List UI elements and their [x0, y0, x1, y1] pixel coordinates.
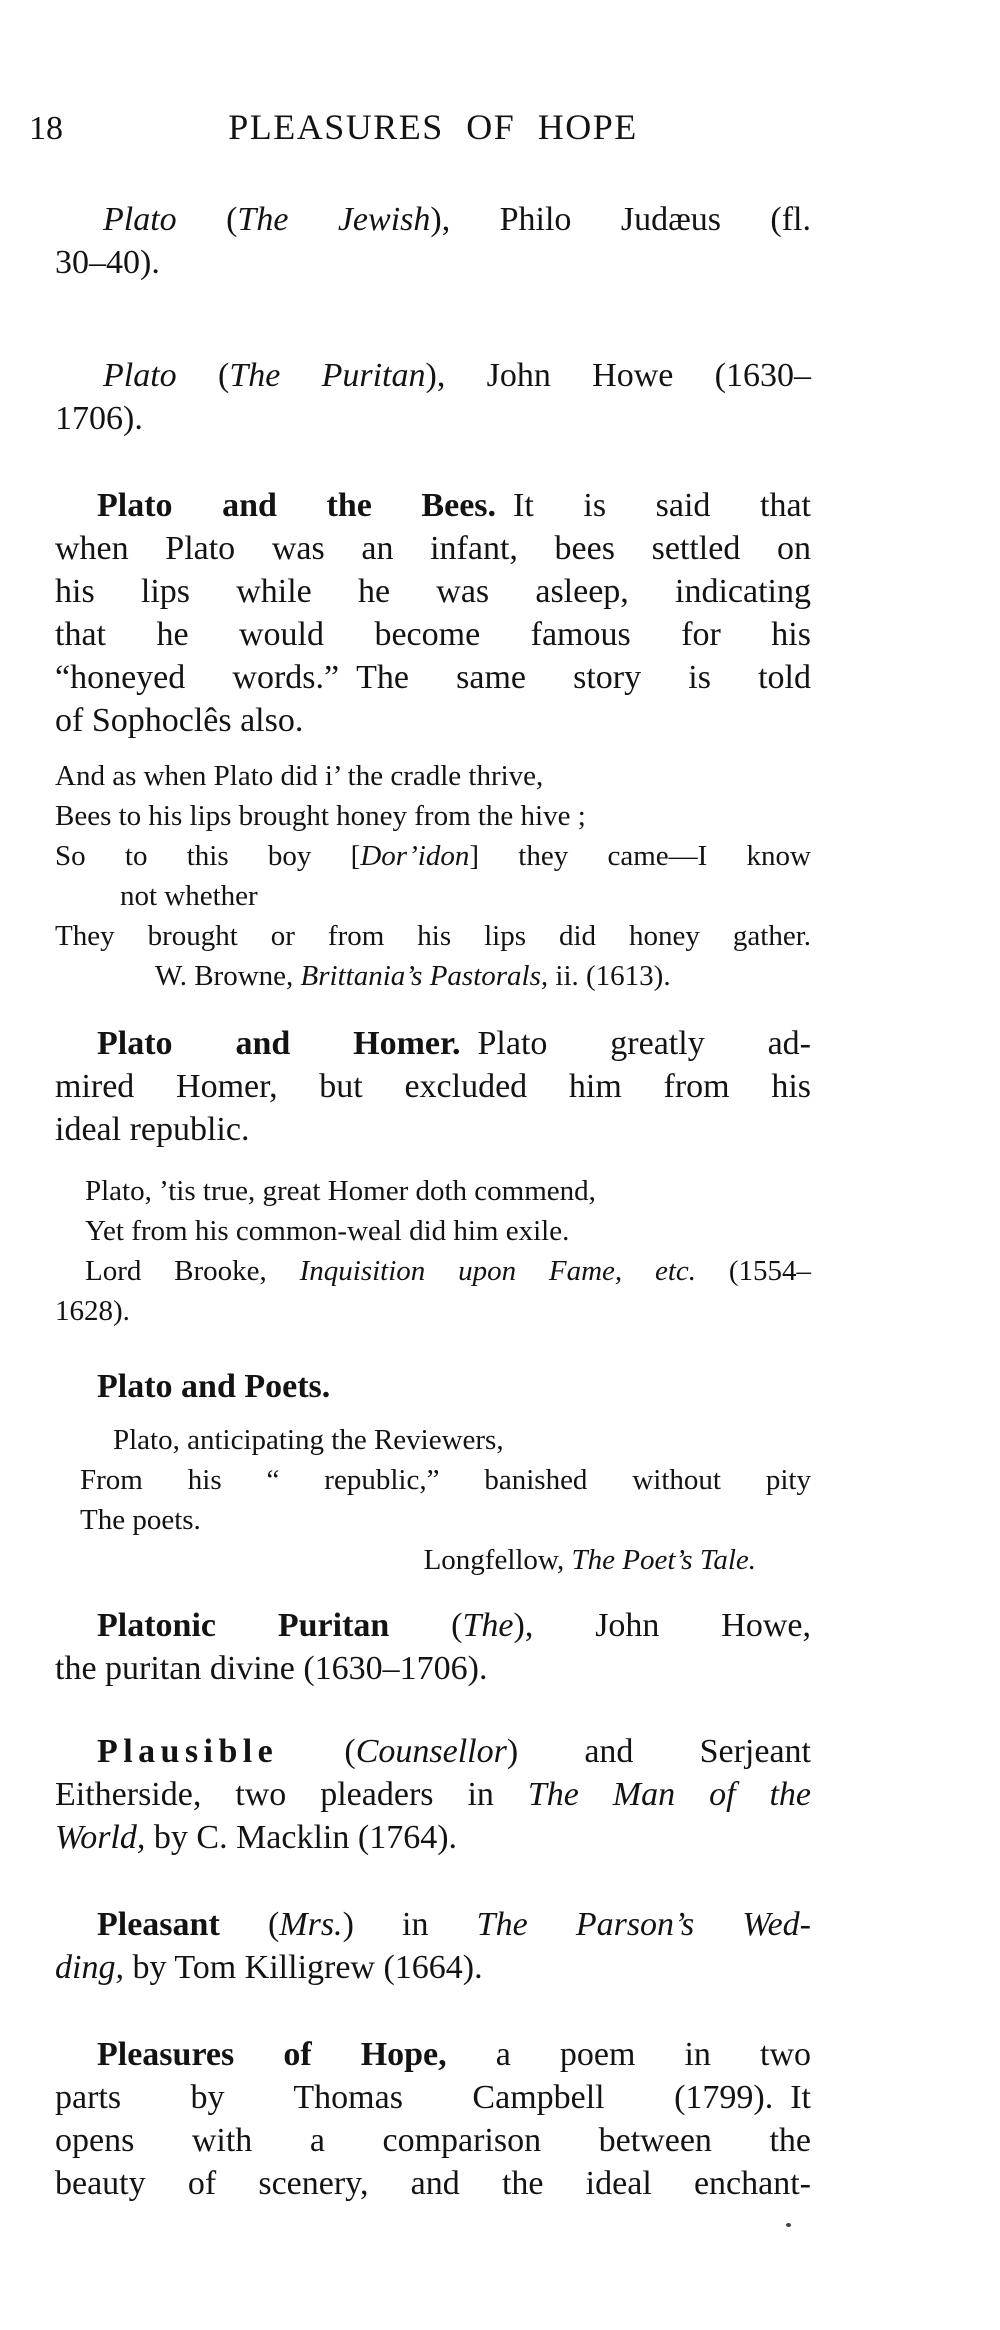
text-segment: Longfellow,: [423, 1544, 572, 1576]
scan-speck-artifact: [786, 2223, 791, 2227]
text-line: [55, 699, 811, 742]
entry-plato-and-poets: [55, 1365, 811, 1408]
page-number: 18: [29, 110, 63, 147]
text-segment: a poem in two: [446, 2036, 812, 2073]
text-segment: (: [278, 1733, 356, 1770]
entry-plato-the-jewish: [55, 198, 811, 284]
text-line: [55, 1065, 811, 1108]
text-segment: And as when Plato did i’ the cradle thrive,: [55, 760, 544, 792]
text-segment: ii. (1613).: [548, 960, 671, 992]
text-segment: the puritan divine (1630–1706).: [55, 1650, 488, 1687]
text-segment: Lord Brooke,: [85, 1255, 300, 1287]
text-line: [55, 1291, 811, 1331]
text-line: [55, 2076, 811, 2119]
text-segment: The Man of the: [527, 1776, 812, 1813]
text-segment: It is said that: [496, 487, 811, 524]
text-line: [55, 836, 811, 876]
text-segment: that he would become famous for his: [55, 616, 811, 653]
text-segment: ] they came—I know: [469, 840, 811, 872]
text-segment: (: [219, 1906, 280, 1943]
text-segment: beauty of scenery, and the ideal enchant-: [55, 2165, 811, 2202]
text-segment: (: [389, 1607, 463, 1644]
text-line: [55, 1211, 811, 1251]
text-segment: From his “ republic,” banished without pity: [80, 1464, 811, 1496]
text-segment: 1628).: [55, 1295, 130, 1327]
text-segment: Mrs.: [279, 1906, 343, 1943]
headword: Platonic Puritan: [97, 1607, 390, 1644]
text-segment: Bees to his lips brought honey from the hive ;: [55, 800, 586, 832]
text-segment: ) in: [342, 1906, 477, 1943]
text-line: [55, 1108, 811, 1151]
text-segment: Plato, anticipating the Reviewers,: [113, 1424, 504, 1456]
text-segment: parts by Thomas Campbell (1799). It: [55, 2079, 811, 2116]
text-segment: by Tom Killigrew (1664).: [123, 1949, 483, 1986]
text-segment: (1554–: [696, 1255, 811, 1287]
text-line: [55, 1022, 811, 1065]
text-segment: ), Philo Judæus (fl.: [430, 201, 812, 238]
text-line: [55, 1540, 811, 1580]
text-segment: by C. Macklin (1764).: [145, 1819, 458, 1856]
entry-plato-and-homer: [55, 1022, 811, 1151]
text-segment: not whether: [120, 880, 258, 912]
entry-plausible: [55, 1730, 811, 1859]
entry-verse-browne: [55, 756, 811, 996]
headword: Plato and Poets.: [97, 1368, 331, 1405]
text-segment: Brittania’s Pastorals,: [300, 960, 549, 992]
text-segment: They brought or from his lips did honey gather.: [55, 920, 811, 952]
text-segment: The Parson’s Wed-: [476, 1906, 811, 1943]
text-line: [55, 1946, 811, 1989]
text-line: [55, 1420, 811, 1460]
text-line: [55, 1903, 811, 1946]
text-segment: Yet from his common-weal did him exile.: [85, 1215, 570, 1247]
text-segment: “honeyed words.” The same story is told: [55, 659, 811, 696]
text-line: [55, 1647, 811, 1690]
text-segment: of Sophoclês also.: [55, 702, 304, 739]
text-segment: The poets.: [80, 1504, 201, 1536]
text-line: [55, 1773, 811, 1816]
text-line: [55, 656, 811, 699]
headword: Plausible: [97, 1733, 279, 1770]
headword: Plato and the Bees.: [97, 487, 497, 524]
text-segment: Plato greatly ad-: [460, 1025, 812, 1062]
entry-pleasant: [55, 1903, 811, 1989]
text-segment: ), John Howe,: [513, 1607, 811, 1644]
headword: Pleasant: [97, 1906, 220, 1943]
text-line: [55, 1365, 811, 1408]
text-line: [55, 241, 811, 284]
headword: Plato and Homer.: [97, 1025, 461, 1062]
text-segment: So to this boy [: [55, 840, 361, 872]
book-page: [29, 0, 812, 2205]
running-title: PLEASURES OF HOPE: [228, 107, 638, 147]
text-segment: The Poet’s Tale.: [571, 1544, 756, 1576]
text-segment: ideal republic.: [55, 1111, 250, 1148]
text-segment: World,: [55, 1819, 146, 1856]
text-segment: Plato: [103, 201, 177, 238]
text-line: [55, 613, 811, 656]
text-line: [55, 2162, 811, 2205]
entry-verse-brooke: [55, 1171, 811, 1331]
text-line: [55, 1816, 811, 1859]
entry-plato-the-puritan: [55, 354, 811, 440]
text-segment: his lips while he was asleep, indicating: [55, 573, 811, 610]
text-segment: Inquisition upon Fame, etc.: [299, 1255, 697, 1287]
text-segment: The Puritan: [229, 357, 426, 394]
text-line: [55, 570, 811, 613]
text-line: [55, 527, 811, 570]
text-segment: The Jewish: [237, 201, 431, 238]
text-segment: W. Browne,: [155, 960, 301, 992]
text-segment: when Plato was an infant, bees settled on: [55, 530, 811, 567]
page-header: [29, 0, 811, 148]
text-line: [55, 1604, 811, 1647]
text-line: [55, 1460, 811, 1500]
text-line: [55, 756, 811, 796]
text-line: [55, 1251, 811, 1291]
text-segment: Plato: [103, 357, 177, 394]
text-line: [55, 876, 811, 916]
text-line: [55, 1500, 811, 1540]
text-segment: (: [176, 357, 230, 394]
text-segment: mired Homer, but excluded him from his: [55, 1068, 811, 1105]
text-segment: Dor’idon: [360, 840, 470, 872]
text-segment: Eitherside, two pleaders in: [55, 1776, 528, 1813]
text-line: [55, 916, 811, 956]
entry-platonic-puritan: [55, 1604, 811, 1690]
headword: Pleasures of Hope,: [97, 2036, 447, 2073]
text-line: [55, 796, 811, 836]
text-line: [55, 198, 811, 241]
text-line: [55, 484, 811, 527]
text-segment: 30–40).: [55, 244, 160, 281]
text-segment: opens with a comparison between the: [55, 2122, 811, 2159]
text-line: [55, 956, 811, 996]
text-line: [55, 397, 811, 440]
text-segment: ) and Serjeant: [506, 1733, 811, 1770]
text-segment: The: [462, 1607, 514, 1644]
text-line: [55, 1171, 811, 1211]
text-line: [55, 354, 811, 397]
entries-list: [55, 198, 811, 2205]
text-segment: 1706).: [55, 400, 143, 437]
entry-plato-and-the-bees: [55, 484, 811, 742]
text-segment: Plato, ’tis true, great Homer doth commend,: [85, 1175, 596, 1207]
entry-verse-longfellow: [55, 1420, 811, 1580]
text-segment: ding,: [55, 1949, 124, 1986]
entry-pleasures-of-hope: [55, 2033, 811, 2205]
text-segment: Counsellor: [355, 1733, 507, 1770]
text-line: [55, 1730, 811, 1773]
text-line: [55, 2119, 811, 2162]
text-line: [55, 2033, 811, 2076]
text-segment: (: [176, 201, 238, 238]
text-segment: ), John Howe (1630–: [425, 357, 811, 394]
